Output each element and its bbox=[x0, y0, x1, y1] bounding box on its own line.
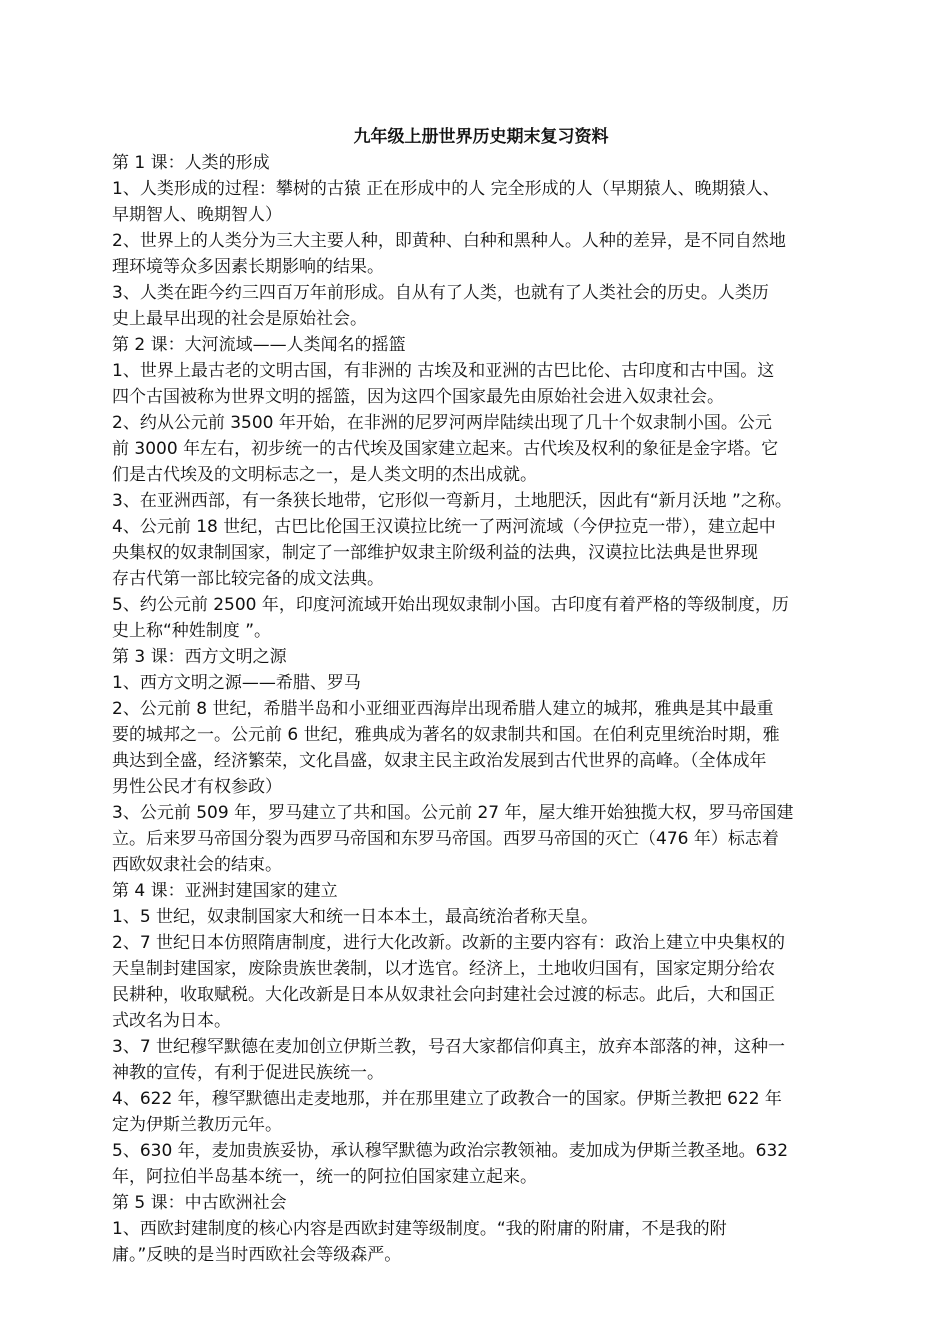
paragraph bbox=[112, 1216, 850, 1268]
document-page bbox=[112, 124, 850, 1268]
text-line: 5、630 年，麦加贵族妥协，承认穆罕默德为政治宗教领袖。麦加成为伊斯兰教圣地。632 bbox=[112, 1141, 789, 1161]
text-line: 早期智人、晚期智人） bbox=[112, 205, 282, 225]
lesson-heading: 第 4 课：亚洲封建国家的建立 bbox=[112, 881, 338, 901]
document-body bbox=[112, 150, 850, 1268]
text-line: 庸。”反映的是当时西欧社会等级森严。 bbox=[112, 1245, 402, 1265]
text-line: 定为伊斯兰教历元年。 bbox=[112, 1115, 282, 1135]
lesson-heading: 第 2 课：大河流域——人类闻名的摇篮 bbox=[112, 335, 406, 355]
text-line: 神教的宣传，有利于促进民族统一。 bbox=[112, 1063, 384, 1083]
paragraph bbox=[112, 410, 850, 488]
text-line: 存古代第一部比较完备的成文法典。 bbox=[112, 569, 384, 589]
paragraph bbox=[112, 488, 850, 514]
text-line: 男性公民才有权参政） bbox=[112, 777, 282, 797]
text-line: 3、人类在距今约三四百万年前形成。自从有了人类，也就有了人类社会的历史。人类历 bbox=[112, 283, 769, 303]
lesson-heading: 第 3 课：西方文明之源 bbox=[112, 647, 287, 667]
paragraph bbox=[112, 592, 850, 644]
text-line: 1、西欧封建制度的核心内容是西欧封建等级制度。“我的附庸的附庸，不是我的附 bbox=[112, 1219, 727, 1239]
text-line: 立。后来罗马帝国分裂为西罗马帝国和东罗马帝国。西罗马帝国的灭亡（476 年）标志着 bbox=[112, 829, 779, 849]
text-line: 民耕种，收取赋税。大化改新是日本从奴隶社会向封建社会过渡的标志。此后，大和国正 bbox=[112, 985, 775, 1005]
paragraph bbox=[112, 514, 850, 592]
paragraph bbox=[112, 358, 850, 410]
text-line: 5、约公元前 2500 年，印度河流域开始出现奴隶制小国。古印度有着严格的等级制度，历 bbox=[112, 595, 789, 615]
paragraph bbox=[112, 176, 850, 228]
text-line: 1、世界上最古老的文明古国，有非洲的 古埃及和亚洲的古巴比伦、古印度和古中国。这 bbox=[112, 361, 775, 381]
text-line: 3、公元前 509 年，罗马建立了共和国。公元前 27 年，屋大维开始独揽大权，罗马帝国建 bbox=[112, 803, 794, 823]
text-line: 4、公元前 18 世纪，古巴比伦国王汉谟拉比统一了两河流域（今伊拉克一带），建立起中 bbox=[112, 517, 776, 537]
text-line: 们是古代埃及的文明标志之一，是人类文明的杰出成就。 bbox=[112, 465, 537, 485]
text-line: 天皇制封建国家，废除贵族世袭制，以才选官。经济上，土地收归国有，国家定期分给农 bbox=[112, 959, 775, 979]
text-line: 4、622 年，穆罕默德出走麦地那，并在那里建立了政教合一的国家。伊斯兰教把 622 年 bbox=[112, 1089, 782, 1109]
text-line: 要的城邦之一。公元前 6 世纪，雅典成为著名的奴隶制共和国。在伯利克里统治时期，雅 bbox=[112, 725, 780, 745]
paragraph bbox=[112, 1034, 850, 1086]
text-line: 前 3000 年左右，初步统一的古代埃及国家建立起来。古代埃及权利的象征是金字塔。它 bbox=[112, 439, 779, 459]
paragraph bbox=[112, 904, 850, 930]
text-line: 2、公元前 8 世纪，希腊半岛和小亚细亚西海岸出现希腊人建立的城邦，雅典是其中最重 bbox=[112, 699, 774, 719]
text-line: 典达到全盛，经济繁荣，文化昌盛，奴隶主民主政治发展到古代世界的高峰。（全体成年 bbox=[112, 751, 767, 771]
text-line: 央集权的奴隶制国家，制定了一部维护奴隶主阶级利益的法典，汉谟拉比法典是世界现 bbox=[112, 543, 758, 563]
text-line: 史上最早出现的社会是原始社会。 bbox=[112, 309, 367, 329]
text-line: 2、约从公元前 3500 年开始，在非洲的尼罗河两岸陆续出现了几十个奴隶制小国。公元 bbox=[112, 413, 772, 433]
paragraph bbox=[112, 696, 850, 800]
paragraph bbox=[112, 228, 850, 280]
paragraph bbox=[112, 800, 850, 878]
lesson-heading: 第 5 课：中古欧洲社会 bbox=[112, 1193, 287, 1213]
text-line: 年，阿拉伯半岛基本统一，统一的阿拉伯国家建立起来。 bbox=[112, 1167, 537, 1187]
text-line: 史上称“种姓制度 ”。 bbox=[112, 621, 272, 641]
paragraph bbox=[112, 1086, 850, 1138]
text-line: 1、西方文明之源——希腊、罗马 bbox=[112, 673, 361, 693]
text-line: 1、人类形成的过程：攀树的古猿 正在形成中的人 完全形成的人（早期猿人、晚期猿人、 bbox=[112, 179, 780, 199]
text-line: 1、5 世纪，奴隶制国家大和统一日本本土，最高统治者称天皇。 bbox=[112, 907, 599, 927]
document-title: 九年级上册世界历史期末复习资料 bbox=[353, 127, 609, 147]
text-line: 理环境等众多因素长期影响的结果。 bbox=[112, 257, 384, 277]
text-line: 2、7 世纪日本仿照隋唐制度，进行大化改新。改新的主要内容有：政治上建立中央集权的 bbox=[112, 933, 786, 953]
paragraph bbox=[112, 670, 850, 696]
text-line: 3、在亚洲西部，有一条狭长地带，它形似一弯新月，土地肥沃，因此有“新月沃地 ”之称。 bbox=[112, 491, 792, 511]
lesson-heading: 第 1 课：人类的形成 bbox=[112, 153, 270, 173]
text-line: 3、7 世纪穆罕默德在麦加创立伊斯兰教，号召大家都信仰真主，放弃本部落的神，这种一 bbox=[112, 1037, 786, 1057]
text-line: 四个古国被称为世界文明的摇篮，因为这四个国家最先由原始社会进入奴隶社会。 bbox=[112, 387, 724, 407]
text-line: 式改名为日本。 bbox=[112, 1011, 231, 1031]
paragraph bbox=[112, 1138, 850, 1190]
text-line: 西欧奴隶社会的结束。 bbox=[112, 855, 282, 875]
paragraph bbox=[112, 930, 850, 1034]
paragraph bbox=[112, 280, 850, 332]
text-line: 2、世界上的人类分为三大主要人种，即黄种、白种和黑种人。人种的差异，是不同自然地 bbox=[112, 231, 786, 251]
